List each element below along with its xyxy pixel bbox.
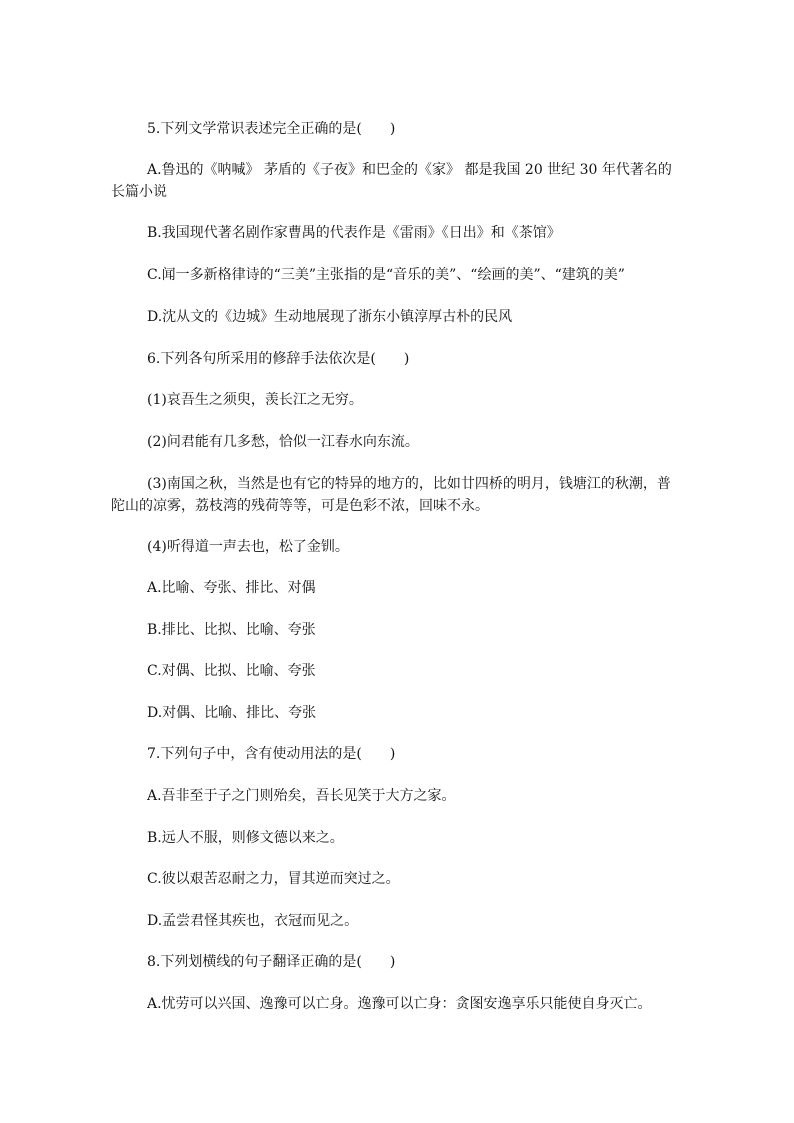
question-7-option-d: D.孟尝君怪其疾也，衣冠而见之。 — [147, 913, 359, 929]
question-5-option-c: C.闻一多新格律诗的“三美”主张指的是“音乐的美”、“绘画的美”、“建筑的美” — [147, 267, 625, 283]
question-5-option-a-line-1: A.鲁迅的《呐喊》 茅盾的《子夜》和巴金的《家》 都是我国 20 世纪 30 年代著名的 — [147, 162, 672, 178]
question-6-sentence-3-line-1: (3)南国之秋，当然是也有它的特异的地方的，比如廿四桥的明月，钱塘江的秋潮，普 — [147, 476, 671, 492]
question-6-sentence-3-line-2: 陀山的凉雾，荔枝湾的残荷等等，可是色彩不浓，回味不永。 — [111, 498, 489, 514]
question-6-stem: 6.下列各句所采用的修辞手法依次是( ) — [147, 351, 410, 367]
question-6-sentence-4: (4)听得道一声去也，松了金钏。 — [147, 539, 349, 555]
question-8-option-a: A.忧劳可以兴国、逸豫可以亡身。逸豫可以亡身：贪图安逸享乐只能使自身灭亡。 — [147, 996, 652, 1012]
question-5-option-b: B.我国现代著名剧作家曹禺的代表作是《雷雨》《日出》和《茶馆》 — [147, 225, 561, 241]
question-5-option-d: D.沈从文的《边城》生动地展现了浙东小镇淳厚古朴的民风 — [147, 309, 513, 325]
question-6-option-d: D.对偶、比喻、排比、夸张 — [147, 705, 317, 721]
question-7-option-a: A.吾非至于子之门则殆矣，吾长见笑于大方之家。 — [147, 788, 456, 804]
question-6-option-a: A.比喻、夸张、排比、对偶 — [147, 580, 316, 596]
question-5-stem: 5.下列文学常识表述完全正确的是( ) — [147, 121, 396, 137]
question-7-option-c: C.彼以艰苦忍耐之力，冒其逆而突过之。 — [147, 871, 400, 887]
question-5-option-a-line-2: 长篇小说 — [111, 184, 167, 200]
question-6-option-b: B.排比、比拟、比喻、夸张 — [147, 622, 316, 638]
question-7-stem: 7.下列句子中，含有使动用法的是( ) — [147, 746, 396, 762]
question-8-stem: 8.下列划横线的句子翻译正确的是( ) — [147, 954, 396, 970]
question-7-option-b: B.远人不服，则修文德以来之。 — [147, 830, 344, 846]
question-6-sentence-1: (1)哀吾生之须臾，羡长江之无穷。 — [147, 392, 363, 408]
question-6-option-c: C.对偶、比拟、比喻、夸张 — [147, 663, 316, 679]
question-6-sentence-2: (2)问君能有几多愁，恰似一江春水向东流。 — [147, 434, 419, 450]
